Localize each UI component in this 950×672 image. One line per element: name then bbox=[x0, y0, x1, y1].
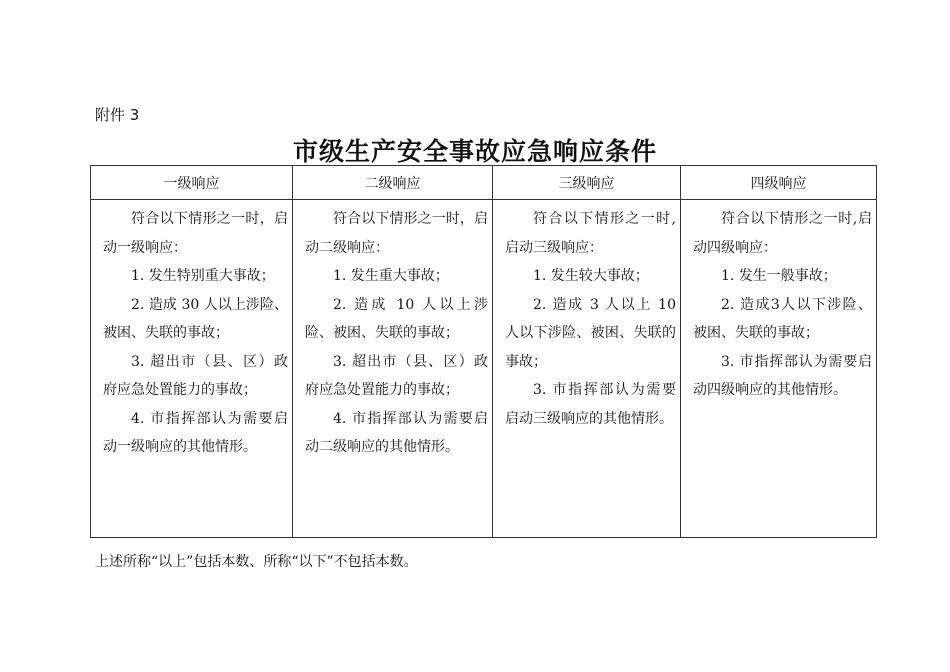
condition-intro: 符合以下情形之一时，启动一级响应： bbox=[103, 211, 288, 256]
level-4-conditions bbox=[681, 200, 877, 538]
condition-item: 2. 造成 10 人以上涉险、被困、失联的事故； bbox=[305, 296, 488, 341]
response-conditions-table bbox=[90, 165, 877, 538]
condition-item: 1. 发生重大事故； bbox=[333, 268, 449, 284]
header-level-4: 四级响应 bbox=[681, 166, 877, 200]
condition-item: 2. 造成 3 人以上 10 人以下涉险、被困、失联的事故； bbox=[505, 296, 676, 370]
header-level-1: 一级响应 bbox=[91, 166, 293, 200]
footnote: 上述所称“以上”包括本数、所称“以下”不包括本数。 bbox=[95, 554, 418, 570]
document-title: 市级生产安全事故应急响应条件 bbox=[292, 137, 657, 166]
condition-item: 2. 造成3人以下涉险、被困、失联的事故； bbox=[693, 296, 872, 341]
condition-item: 1. 发生特别重大事故； bbox=[131, 268, 275, 284]
condition-item: 1. 发生一般事故； bbox=[721, 268, 837, 284]
condition-item: 4. 市指挥部认为需要启动一级响应的其他情形。 bbox=[103, 410, 288, 455]
condition-item: 3. 超出市（县、区）政府应急处置能力的事故； bbox=[103, 353, 288, 398]
condition-intro: 符合以下情形之一时,启动四级响应： bbox=[693, 211, 872, 256]
condition-item: 3. 超出市（县、区）政府应急处置能力的事故； bbox=[305, 353, 488, 398]
condition-item: 1. 发生较大事故； bbox=[533, 268, 649, 284]
table-row bbox=[91, 200, 877, 538]
condition-intro: 符合以下情形之一时,启动三级响应： bbox=[505, 211, 676, 256]
condition-item: 2. 造成 30 人以上涉险、被困、失联的事故； bbox=[103, 296, 288, 341]
attachment-label: 附件 3 bbox=[95, 106, 140, 124]
header-level-3: 三级响应 bbox=[493, 166, 681, 200]
level-3-conditions bbox=[493, 200, 681, 538]
level-2-conditions bbox=[293, 200, 493, 538]
condition-intro: 符合以下情形之一时，启动二级响应： bbox=[305, 211, 488, 256]
header-level-2: 二级响应 bbox=[293, 166, 493, 200]
condition-item: 3. 市指挥部认为需要启动四级响应的其他情形。 bbox=[693, 353, 872, 398]
condition-item: 4. 市指挥部认为需要启动二级响应的其他情形。 bbox=[305, 410, 488, 455]
level-1-conditions bbox=[91, 200, 293, 538]
condition-item: 3. 市指挥部认为需要启动三级响应的其他情形。 bbox=[505, 382, 676, 427]
table-header-row bbox=[91, 166, 877, 200]
